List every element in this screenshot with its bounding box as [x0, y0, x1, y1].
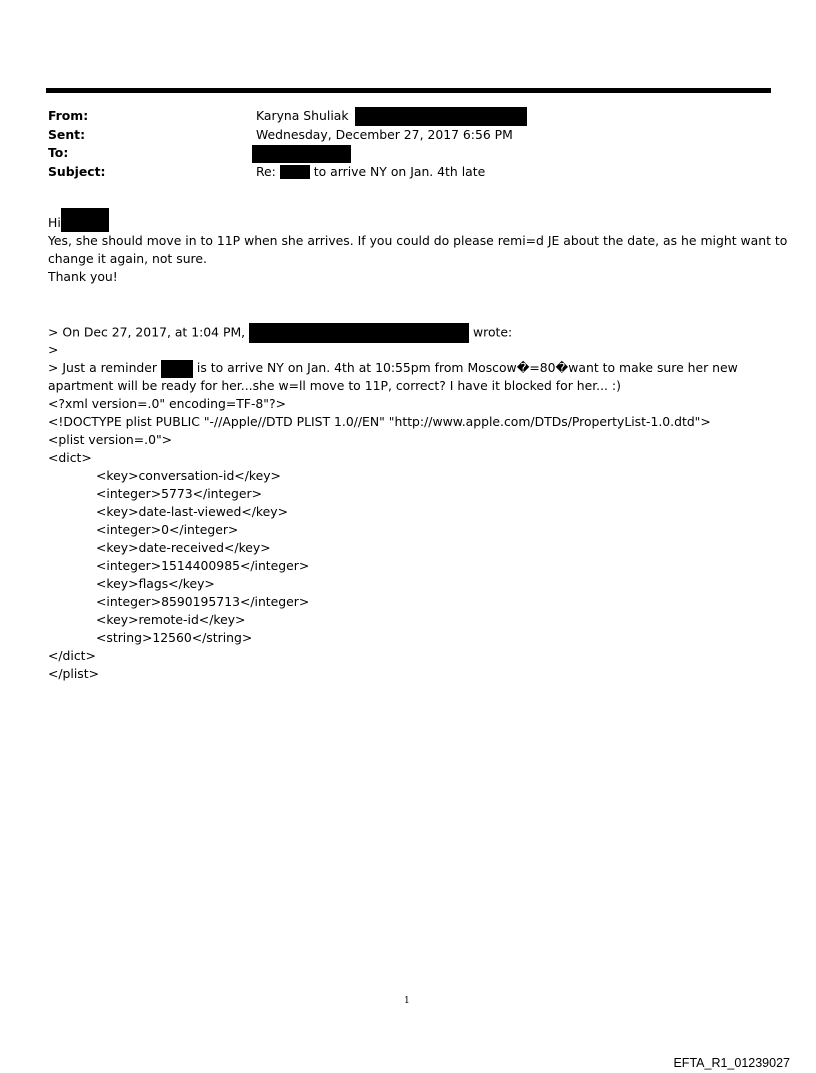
redaction-block — [161, 360, 193, 378]
body-line: change it again, not sure. — [48, 251, 207, 266]
plist-line: <plist version=.0"> — [48, 432, 173, 447]
subject-value — [256, 163, 485, 182]
header-rule — [46, 88, 771, 93]
plist-line: <key>remote-id</key> — [96, 612, 246, 627]
plist-line: <key>date-last-viewed</key> — [96, 504, 288, 519]
message-body — [48, 214, 788, 286]
plist-line: <integer>8590195713</integer> — [96, 594, 310, 609]
subject-row — [48, 163, 768, 182]
from-value — [256, 107, 527, 126]
plist-line: <integer>5773</integer> — [96, 486, 262, 501]
sent-row — [48, 126, 768, 145]
redaction-block — [355, 107, 527, 126]
redaction-block — [61, 208, 109, 232]
from-row — [48, 107, 768, 126]
quote-header-line — [48, 323, 768, 341]
subject-label: Subject: — [48, 163, 106, 179]
redaction-block — [252, 145, 351, 163]
bates-number: EFTA_R1_01239027 — [673, 1056, 790, 1070]
from-label: From: — [48, 108, 89, 123]
sent-label: Sent: — [48, 126, 86, 142]
redaction-block — [249, 323, 469, 343]
plist-line: <key>conversation-id</key> — [96, 468, 281, 483]
subject-prefix: Re: — [256, 163, 276, 179]
plist-line: <string>12560</string> — [96, 630, 253, 645]
plist-line: <dict> — [48, 450, 92, 465]
to-value — [256, 144, 351, 163]
reminder-prefix: > Just a reminder — [48, 360, 158, 375]
redaction-block — [280, 165, 310, 179]
plist-line: </dict> — [48, 648, 96, 663]
quote-date: > On Dec 27, 2017, at 1:04 PM, — [48, 324, 246, 340]
reminder-suffix: is to arrive NY on Jan. 4th at 10:55pm from Moscow�=80�want to make sure her new — [196, 360, 738, 375]
quote-wrote: wrote: — [473, 324, 513, 340]
plist-line: <?xml version=.0" encoding=TF-8"?> — [48, 396, 286, 411]
quote-line: apartment will be ready for her...she w=ll move to 11P, correct? I have it blocked for her... :) — [48, 378, 621, 393]
body-line: Yes, she should move in to 11P when she arrives. If you could do please remi=d JE about the date, as he might want to — [48, 233, 788, 248]
greeting: Hi — [48, 215, 61, 230]
to-row — [48, 144, 768, 163]
sent-value: Wednesday, December 27, 2017 6:56 PM — [256, 126, 513, 142]
from-name: Karyna Shuliak — [256, 108, 349, 123]
to-label: To: — [48, 145, 69, 160]
plist-line: <key>date-received</key> — [96, 540, 271, 555]
page-number: 1 — [404, 996, 410, 1006]
quote-line: > — [48, 342, 59, 357]
quote-line — [48, 359, 768, 377]
subject-suffix: to arrive NY on Jan. 4th late — [313, 163, 486, 179]
plist-line: <integer>0</integer> — [96, 522, 239, 537]
email-header — [48, 107, 768, 181]
plist-line: </plist> — [48, 666, 100, 681]
greeting-line — [48, 214, 768, 232]
plist-line: <integer>1514400985</integer> — [96, 558, 310, 573]
plist-line: <key>flags</key> — [96, 576, 215, 591]
plist-line: <!DOCTYPE plist PUBLIC "-//Apple//DTD PLIST 1.0//EN" "http://www.apple.com/DTDs/PropertyList-1.0.dtd"> — [48, 414, 711, 429]
body-line: Thank you! — [48, 269, 118, 284]
quoted-message — [48, 323, 768, 683]
